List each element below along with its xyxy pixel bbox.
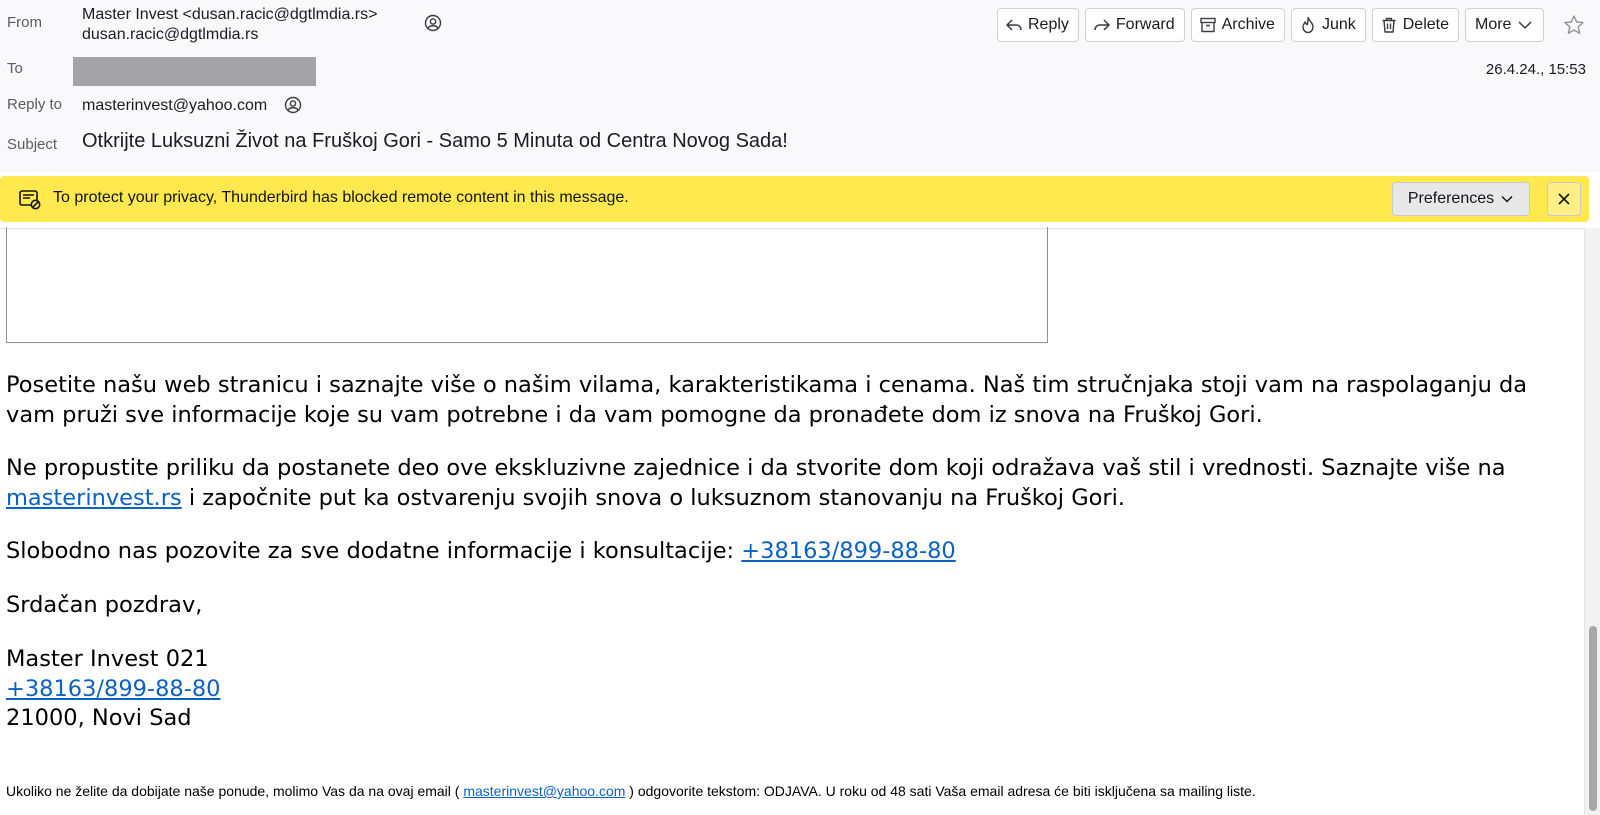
footer-email-link[interactable]: masterinvest@yahoo.com	[463, 783, 626, 799]
delete-button[interactable]: Delete	[1372, 8, 1459, 42]
add-contact-icon[interactable]	[284, 96, 302, 114]
add-contact-icon[interactable]	[424, 14, 442, 32]
chevron-down-icon	[1500, 192, 1514, 206]
reply-button[interactable]: Reply	[997, 8, 1079, 42]
signature-phone-link[interactable]: +38163/899-88-80	[6, 676, 221, 702]
website-link[interactable]: masterinvest.rs	[6, 485, 182, 511]
forward-button[interactable]: Forward	[1085, 8, 1185, 42]
message-toolbar	[997, 8, 1544, 42]
blocked-content-icon	[18, 187, 42, 211]
scrollbar-thumb[interactable]	[1589, 626, 1597, 811]
forward-icon	[1093, 16, 1111, 34]
to-label: To	[7, 60, 23, 77]
close-icon	[1557, 192, 1571, 206]
junk-flame-icon	[1299, 16, 1317, 34]
more-button[interactable]: More	[1465, 8, 1544, 42]
to-recipient-redacted	[73, 57, 316, 86]
phone-link[interactable]: +38163/899-88-80	[741, 538, 956, 564]
reply-to-address[interactable]: masterinvest@yahoo.com	[82, 97, 268, 114]
trash-icon	[1380, 16, 1398, 34]
from-sender-address[interactable]: dusan.racic@dgtlmdia.rs	[82, 26, 259, 43]
greeting: Srdačan pozdrav,	[6, 592, 203, 618]
body-paragraph: Slobodno nas pozovite za sve dodatne informacije i konsultacije: +38163/899-88-80	[6, 538, 956, 564]
reply-icon	[1005, 16, 1023, 34]
close-notification-button[interactable]	[1547, 182, 1581, 216]
message-header	[0, 0, 1600, 172]
subject-label: Subject	[7, 136, 58, 153]
from-label: From	[7, 14, 42, 31]
vertical-scrollbar[interactable]	[1584, 228, 1600, 815]
archive-button[interactable]: Archive	[1191, 8, 1285, 42]
signature-city: 21000, Novi Sad	[6, 705, 192, 731]
chevron-down-icon	[1516, 16, 1534, 34]
star-icon[interactable]	[1563, 14, 1585, 36]
from-sender-name[interactable]: Master Invest <dusan.racic@dgtlmdia.rs>	[82, 6, 378, 23]
unsubscribe-footer: Ukoliko ne želite da dobijate naše ponude, molimo Vas da na ovaj email ( masterinvest@yahoo.com ) odgovorite tekstom: ODJAVA. U roku od 48 sati Vaša email adresa će biti isključena sa mailing liste.	[6, 783, 1256, 799]
subject-text: Otkrijte Luksuzni Život na Fruškoj Gori - Samo 5 Minuta od Centra Novog Sada!	[82, 130, 788, 152]
message-date: 26.4.24., 15:53	[1485, 61, 1586, 78]
notification-text: To protect your privacy, Thunderbird has blocked remote content in this message.	[53, 189, 629, 206]
signature-name: Master Invest 021	[6, 646, 209, 672]
preferences-button[interactable]: Preferences	[1392, 182, 1530, 216]
remote-content-notification	[0, 176, 1589, 222]
body-paragraph: Posetite našu web stranicu i saznajte više o našim vilama, karakteristikama i cenama. Naš tim stručnjaka stoji vam na raspolaganju da vam pruži sve informacije koje su vam potrebne i da vam pomogne da pronađete dom iz snova na Fruškoj Gori.	[6, 372, 1528, 428]
message-body	[0, 228, 1584, 815]
junk-button[interactable]: Junk	[1291, 8, 1366, 42]
signature-phone	[6, 674, 1581, 704]
body-paragraph: Ne propustite priliku da postanete deo ove ekskluzivne zajednice i da stvorite dom koji odražava vaš stil i vrednosti. Saznajte više na masterinvest.rs i započnite put ka ostvarenju svojih snova o luksuznom stanovanju na Fruškoj Gori.	[6, 455, 1506, 511]
blocked-image-placeholder	[6, 227, 1048, 343]
reply-to-label: Reply to	[7, 96, 63, 113]
archive-icon	[1199, 16, 1217, 34]
